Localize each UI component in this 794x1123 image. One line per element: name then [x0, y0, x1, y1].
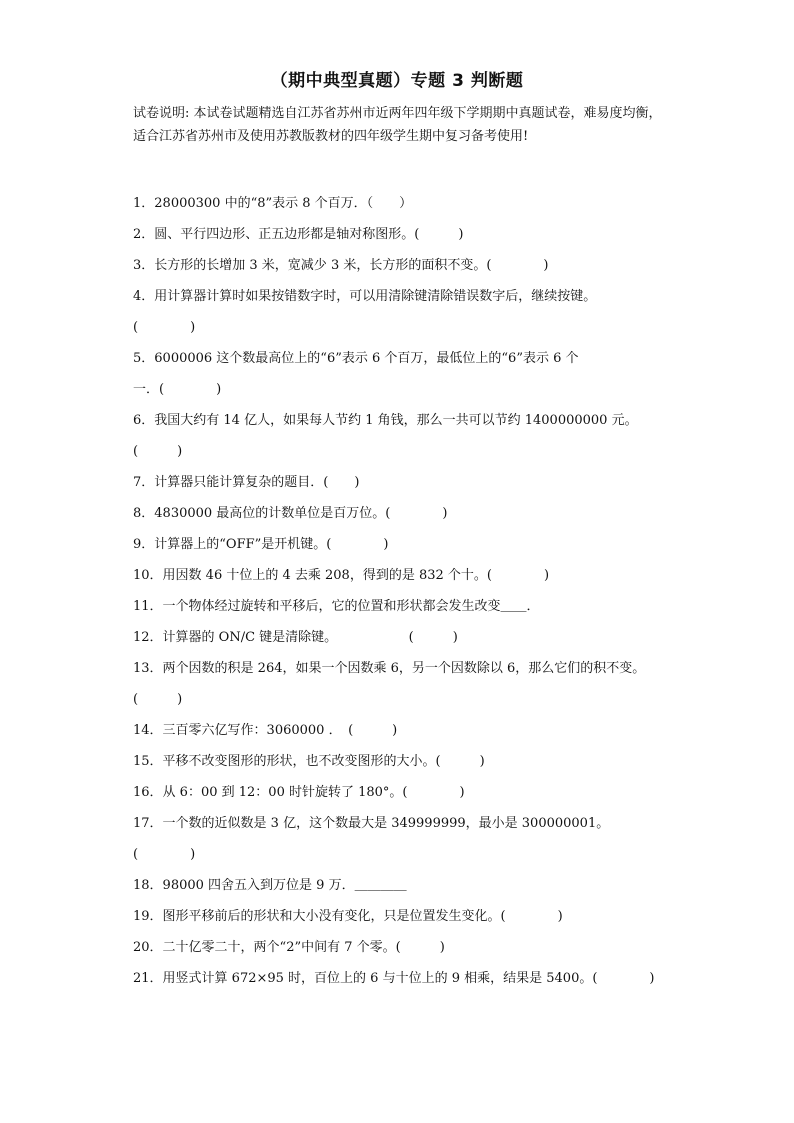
question-line: ( )	[133, 847, 196, 862]
question-line: 12．计算器的 ON/C 键是清除键。 ( )	[133, 630, 458, 645]
question-line: 19．图形平移前后的形状和大小没有变化，只是位置发生变化。( )	[133, 909, 563, 924]
question-line: 17．一个数的近似数是 3 亿，这个数最大是 349999999，最小是 300000001。	[133, 816, 610, 831]
question-line: 16．从 6：00 到 12：00 时针旋转了 180°。( )	[133, 785, 465, 800]
question-line: 3．长方形的长增加 3 米，宽减少 3 米，长方形的面积不变。( )	[133, 258, 549, 273]
question-line: 21．用竖式计算 672×95 时，百位上的 6 与十位上的 9 相乘，结果是 5400。( )	[133, 971, 655, 986]
question-line: 10．用因数 46 十位上的 4 去乘 208，得到的是 832 个十。( )	[133, 568, 550, 583]
question-line: 7．计算器只能计算复杂的题目．( )	[133, 475, 360, 490]
question-list	[133, 188, 693, 994]
question-line: 1．28000300 中的“8”表示 8 个百万．（ ）	[133, 196, 413, 211]
question-line: 14．三百零六亿写作：3060000 ． ( )	[133, 723, 398, 738]
question-line: 6．我国大约有 14 亿人，如果每人节约 1 角钱，那么一共可以节约 1400000000 元。	[133, 413, 638, 428]
question-line: ( )	[133, 692, 183, 707]
question-line: 18．98000 四舍五入到万位是 9 万．＿＿＿＿	[133, 878, 407, 893]
question-line: 5．6000006 这个数最高位上的“6”表示 6 个百万，最低位上的“6”表示 6 个	[133, 351, 579, 366]
question-line: 4．用计算器计算时如果按错数字时，可以用清除键清除错误数字后，继续按键。	[133, 289, 597, 304]
question-line: 一．( )	[133, 382, 222, 397]
question-line: 15．平移不改变图形的形状，也不改变图形的大小。( )	[133, 754, 485, 769]
question-line: ( )	[133, 444, 183, 459]
exam-intro: 试卷说明: 本试卷试题精选自江苏省苏州市近两年四年级下学期期中真题试卷，难易度均衡，适合江苏省苏州市及使用苏教版教材的四年级学生期中复习备考使用!	[133, 106, 662, 144]
question-line: 20．二十亿零二十，两个“2”中间有 7 个零。( )	[133, 940, 445, 955]
question-line: 2．圆、平行四边形、正五边形都是轴对称图形。( )	[133, 227, 464, 242]
page-title: （期中典型真题）专题 3 判断题	[270, 71, 524, 91]
question-line: 11．一个物体经过旋转和平移后，它的位置和形状都会发生改变＿＿．	[133, 599, 540, 614]
question-line: 13．两个因数的积是 264，如果一个因数乘 6，另一个因数除以 6，那么它们的积不变。	[133, 661, 646, 676]
question-line: 8．4830000 最高位的计数单位是百万位。( )	[133, 506, 448, 521]
question-line: ( )	[133, 320, 196, 335]
question-line: 9．计算器上的“OFF”是开机键。( )	[133, 537, 389, 552]
